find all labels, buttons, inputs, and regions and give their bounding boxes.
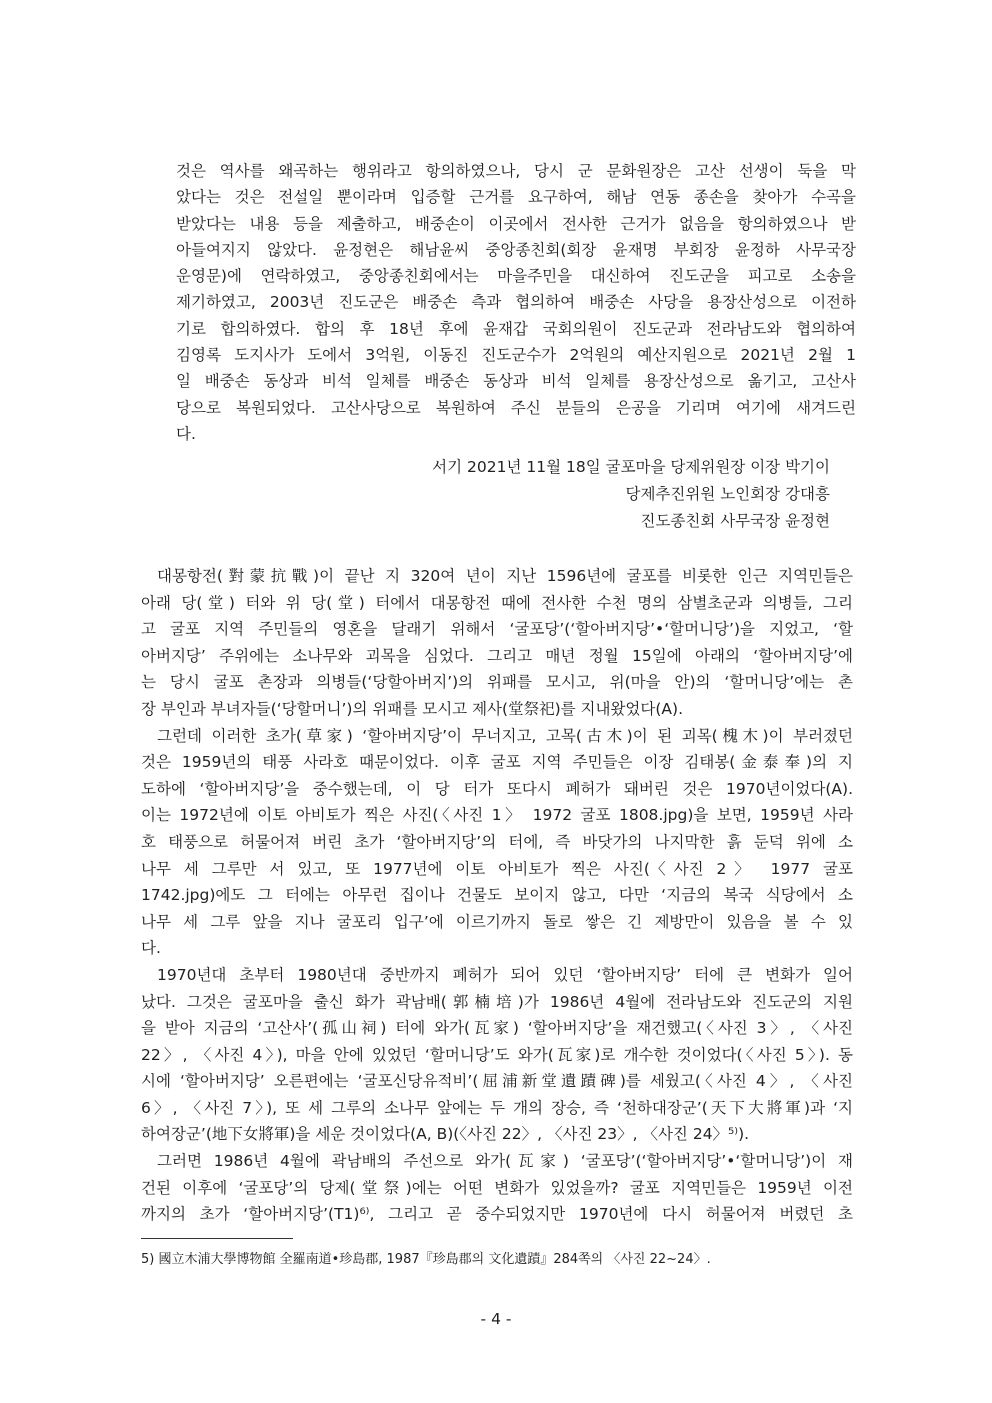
body-line: 22〉, 〈사진 4〉), 마을 안에 있었던 ‘할머니당’도 와가(瓦家)로 개수한 것이었다(〈사진 5〉). 동: [141, 1045, 853, 1064]
body-line: 1742.jpg)에도 그 터에는 아무런 집이나 건물도 보이지 않고, 다만 ‘지금의 복국 식당에서 소: [141, 886, 853, 905]
body-line: 것은 1959년의 태풍 사라호 때문이었다. 이후 굴포 지역 주민들은 이장 김태봉(金泰奉)의 지: [141, 753, 853, 772]
body-line: 장 부인과 부녀자들(‘당할머니’)의 위패를 모시고 제사(堂祭祀)를 지내왔었다(A).: [141, 699, 684, 718]
body-text: [141, 563, 853, 1228]
body-line: 건된 이후에 ‘굴포당’의 당제(堂祭)에는 어떤 변화가 있었을까? 굴포 지역민들은 1959년 이전: [141, 1178, 853, 1197]
quote-line: 다.: [176, 424, 196, 443]
body-line: 다.: [141, 939, 161, 958]
footnote-divider: [141, 1238, 293, 1239]
signature-line-date: 서기 2021년 11월 18일 굴포마을 당제위원장 이장 박기이: [432, 458, 830, 476]
quote-line: 당으로 복원되었다. 고산사당으로 복원하여 주신 분들의 은공을 기리며 여기에 새겨드린: [176, 398, 856, 417]
signature-line-clan: 진도종친회 사무국장 윤정현: [640, 512, 830, 530]
body-line: 고 굴포 지역 주민들의 영혼을 달래기 위해서 ‘굴포당’(‘할아버지당’•‘할머니당’)을 지었고, ‘할: [141, 620, 853, 639]
quote-line: 것은 역사를 왜곡하는 행위라고 항의하였으나, 당시 군 문화원장은 고산 선생이 둑을 막: [176, 162, 856, 180]
body-line: 아버지당’ 주위에는 소나무와 괴목을 심었다. 그리고 매년 정월 15일에 아래의 ‘할아버지당’에: [141, 646, 853, 665]
body-line: 그러면 1986년 4월에 곽남배의 주선으로 와가(瓦家) ‘굴포당’(‘할아버지당’•‘할머니당’)이 재: [157, 1152, 853, 1171]
body-line: 호 태풍으로 허물어져 버린 초가 ‘할아버지당’의 터에, 즉 바닷가의 나지막한 흙 둔덕 위에 소: [141, 832, 853, 851]
page-number: - 4 -: [480, 1310, 512, 1328]
body-line: 6〉, 〈사진 7〉), 또 세 그루의 소나무 앞에는 두 개의 장승, 즉 ‘천하대장군’(天下大將軍)과 ‘지: [141, 1098, 853, 1117]
body-line: 나무 세 그루 앞을 지나 굴포리 입구’에 이르기까지 돌로 쌓은 긴 제방만이 있음을 볼 수 있: [141, 912, 853, 931]
quote-line: 아들여지지 않았다. 윤정현은 해남윤씨 중앙종친회(회장 윤재명 부회장 윤정하 사무국장: [176, 240, 856, 259]
quote-line: 운영문)에 연락하였고, 중앙종친회에서는 마을주민을 대신하여 진도군을 피고로 소송을: [176, 267, 856, 286]
quote-line: 았다는 것은 전설일 뿐이라며 입증할 근거를 요구하여, 해남 연동 종손을 찾아가 수곡을: [176, 188, 856, 207]
body-line: 까지의 초가 ‘할아버지당’(T1)⁶⁾, 그리고 곧 중수되었지만 1970년에 다시 허물어져 버렸던 초: [141, 1205, 853, 1224]
quote-line: 받았다는 내용 등을 제출하고, 배중손이 이곳에서 전사한 근거가 없음을 항의하였으나 받: [176, 214, 856, 233]
body-line: 을 받아 지금의 ‘고산사’(孤山祠) 터에 와가(瓦家) ‘할아버지당’을 재건했고(〈사진 3〉, 〈사진: [141, 1019, 853, 1038]
quote-line: 기로 합의하였다. 합의 후 18년 후에 윤재갑 국회의원이 진도군과 전라남도와 협의하여: [176, 319, 856, 338]
inscription-quote: [176, 158, 856, 447]
quote-line: 제기하였고, 2003년 진도군은 배중손 측과 협의하여 배중손 사당을 용장산성으로 이전하: [176, 293, 856, 312]
body-line: 그런데 이러한 초가(草家) ‘할아버지당’이 무너지고, 고목(古木)이 된 괴목(槐木)이 부러졌던: [157, 726, 853, 745]
body-line: 이는 1972년에 이토 아비토가 찍은 사진(〈사진 1〉 1972 굴포 1808.jpg)을 보면, 1959년 사라: [141, 806, 853, 825]
body-line: 하여장군’(地下女將軍)을 세운 것이었다(A, B)(〈사진 22〉, 〈사진 23〉, 〈사진 24〉⁵⁾).: [141, 1125, 750, 1144]
body-line: 도하에 ‘할아버지당’을 중수했는데, 이 당 터가 또다시 폐허가 돼버린 것은 1970년이었다(A).: [141, 779, 853, 798]
footnote-5: 5) 國立木浦大學博物館 全羅南道•珍島郡, 1987『珍島郡의 文化遺蹟』284쪽의 〈사진 22~24〉.: [141, 1252, 711, 1267]
body-line: 났다. 그것은 굴포마을 출신 화가 곽남배(郭楠培)가 1986년 4월에 전라남도와 진도군의 지원: [141, 992, 853, 1011]
quote-line: 김영록 도지사가 도에서 3억원, 이동진 진도군수가 2억원의 예산지원으로 2021년 2월 1: [176, 346, 856, 365]
signature-line-committee: 당제추진위원 노인회장 강대흥: [625, 485, 830, 503]
quote-line: 일 배중손 동상과 비석 일체를 배중손 동상과 비석 일체를 용장산성으로 옮기고, 고산사: [176, 372, 856, 391]
body-line: 아래 당(堂) 터와 위 당(堂) 터에서 대몽항전 때에 전사한 수천 명의 삼별초군과 의병들, 그리: [141, 593, 853, 612]
body-line: 1970년대 초부터 1980년대 중반까지 폐허가 되어 있던 ‘할아버지당’ 터에 큰 변화가 일어: [157, 965, 853, 984]
body-line: 시에 ‘할아버지당’ 오른편에는 ‘굴포신당유적비’(屈浦新堂遺蹟碑)를 세웠고(〈사진 4〉, 〈사진: [141, 1072, 853, 1091]
body-line: 나무 세 그루만 서 있고, 또 1977년에 이토 아비토가 찍은 사진(〈사진 2〉 1977 굴포: [141, 859, 853, 878]
body-line: 는 당시 굴포 촌장과 의병들(‘당할아버지’)의 위패를 모시고, 위(마을 안)의 ‘할머니당’에는 촌: [141, 673, 853, 692]
body-line: 대몽항전(對蒙抗戰)이 끝난 지 320여 년이 지난 1596년에 굴포를 비롯한 인근 지역민들은: [157, 567, 853, 585]
